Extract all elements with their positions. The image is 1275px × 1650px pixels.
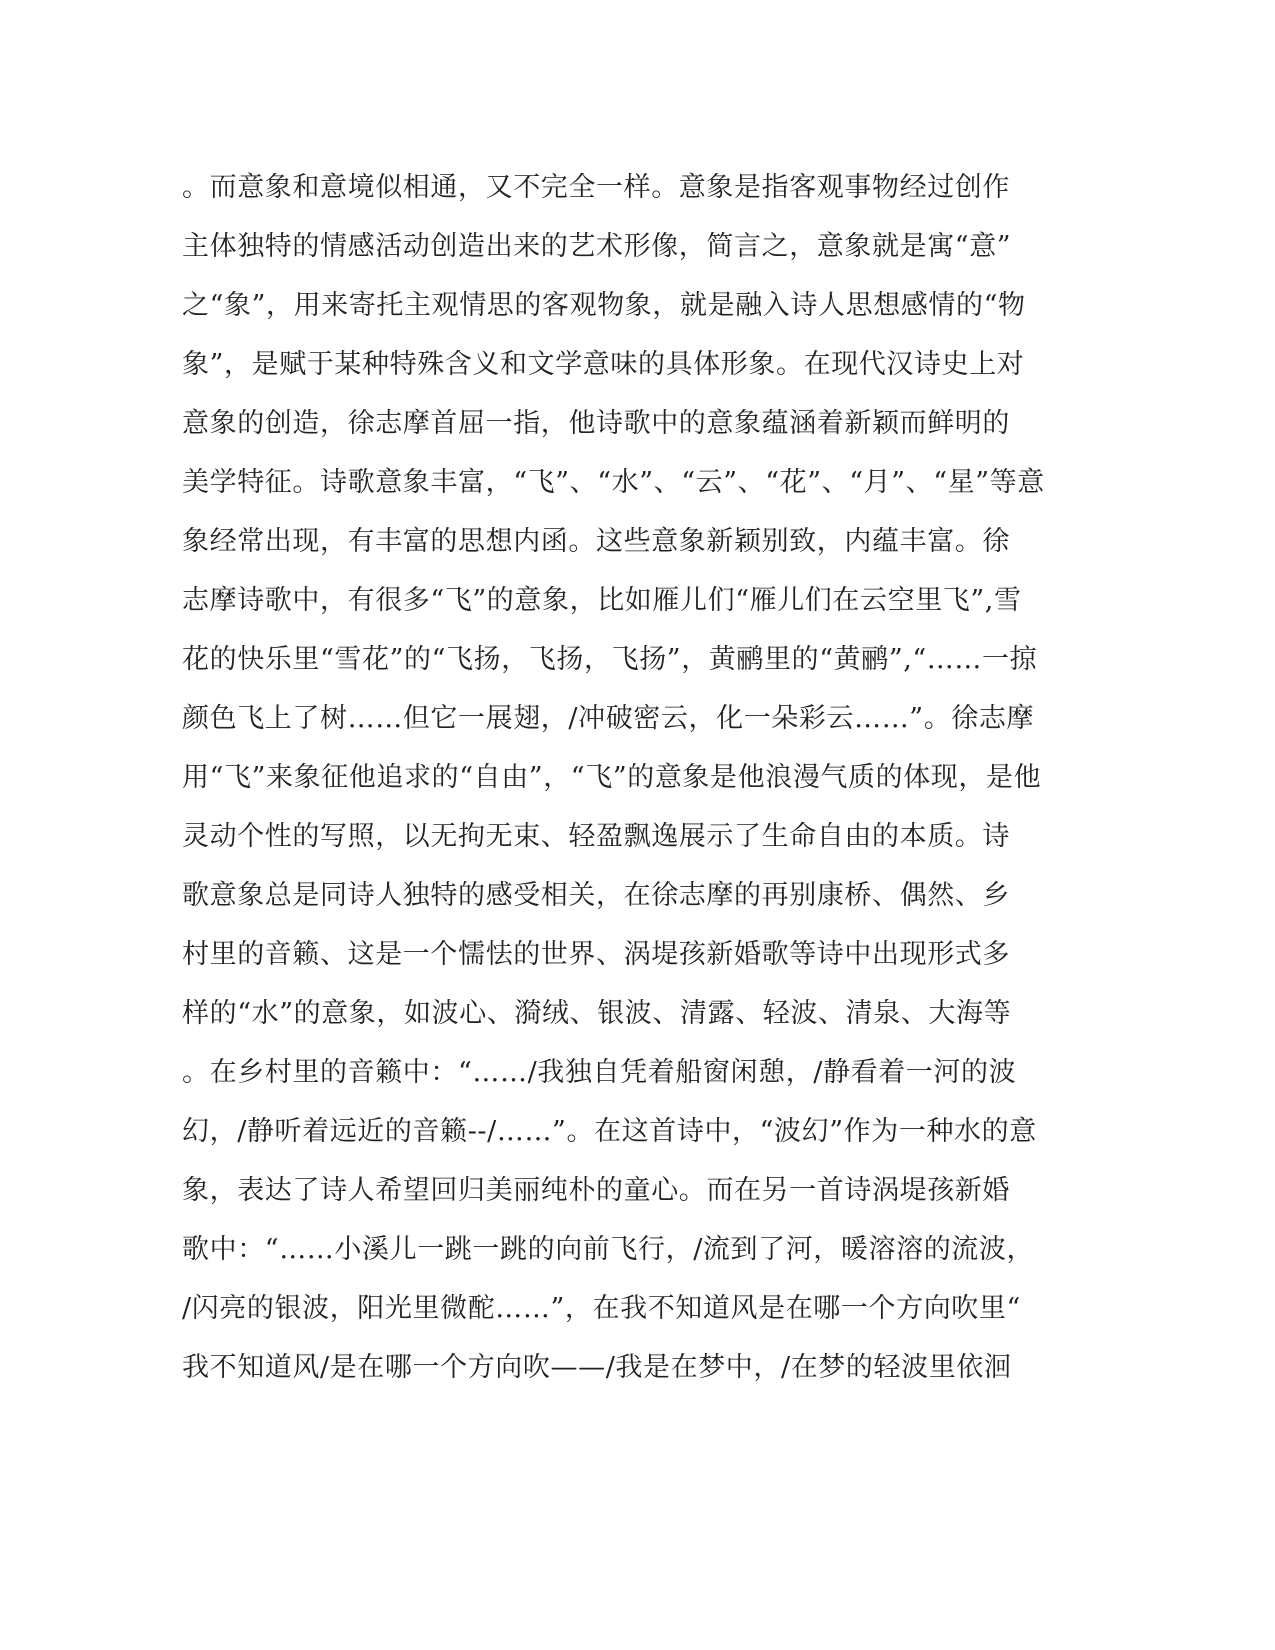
body-text <box>182 158 1062 1397</box>
text-line: 村里的音籁、这是一个懦怯的世界、涡堤孩新婚歌等诗中出现形式多 <box>182 939 1010 970</box>
text-line: 歌中：“……小溪儿一跳一跳的向前飞行，/流到了河，暖溶溶的流波， <box>182 1234 1035 1265</box>
text-line: 美学特征。诗歌意象丰富，“飞”、“水”、“云”、“花”、“月”、“星”等意 <box>182 467 1045 498</box>
text-line: /闪亮的银波，阳光里微酡……”，在我不知道风是在哪一个方向吹里“ <box>182 1293 1021 1324</box>
text-line: 意象的创造，徐志摩首屈一指，他诗歌中的意象蕴涵着新颖而鲜明的 <box>182 408 1010 439</box>
text-line: 。而意象和意境似相通，又不完全一样。意象是指客观事物经过创作 <box>182 172 1010 203</box>
text-line: 象经常出现，有丰富的思想内函。这些意象新颖别致，内蕴丰富。徐 <box>182 526 1010 557</box>
text-line: 颜色飞上了树……但它一展翅，/冲破密云，化一朵彩云……”。徐志摩 <box>182 703 1035 734</box>
text-line: 歌意象总是同诗人独特的感受相关，在徐志摩的再别康桥、偶然、乡 <box>182 880 1010 911</box>
text-line: 花的快乐里“雪花”的“飞扬，飞扬，飞扬”，黄鹂里的“黄鹂”,“……一掠 <box>182 644 1038 675</box>
text-line: 幻，/静听着远近的音籁--/……”。在这首诗中，“波幻”作为一种水的意 <box>182 1116 1037 1147</box>
text-line: 。在乡村里的音籁中：“……/我独自凭着船窗闲憩，/静看着一河的波 <box>182 1057 1017 1088</box>
text-line: 用“飞”来象征他追求的“自由”，“飞”的意象是他浪漫气质的体现，是他 <box>182 762 1042 793</box>
text-line: 之“象”，用来寄托主观情思的客观物象，就是融入诗人思想感情的“物 <box>182 290 1026 321</box>
text-line: 主体独特的情感活动创造出来的艺术形像，简言之，意象就是寓“意” <box>182 231 1012 262</box>
text-line: 我不知道风/是在哪一个方向吹——/我是在梦中，/在梦的轻波里依洄 <box>182 1352 1012 1383</box>
text-line: 象”，是赋于某种特殊含义和文学意味的具体形象。在现代汉诗史上对 <box>182 349 1025 380</box>
text-line: 志摩诗歌中，有很多“飞”的意象，比如雁儿们“雁儿们在云空里飞”,雪 <box>182 585 1022 616</box>
text-line: 灵动个性的写照，以无拘无束、轻盈飘逸展示了生命自由的本质。诗 <box>182 821 1010 852</box>
text-line: 象，表达了诗人希望回归美丽纯朴的童心。而在另一首诗涡堤孩新婚 <box>182 1175 1010 1206</box>
text-line: 样的“水”的意象，如波心、漪绒、银波、清露、轻波、清泉、大海等 <box>182 998 1012 1029</box>
